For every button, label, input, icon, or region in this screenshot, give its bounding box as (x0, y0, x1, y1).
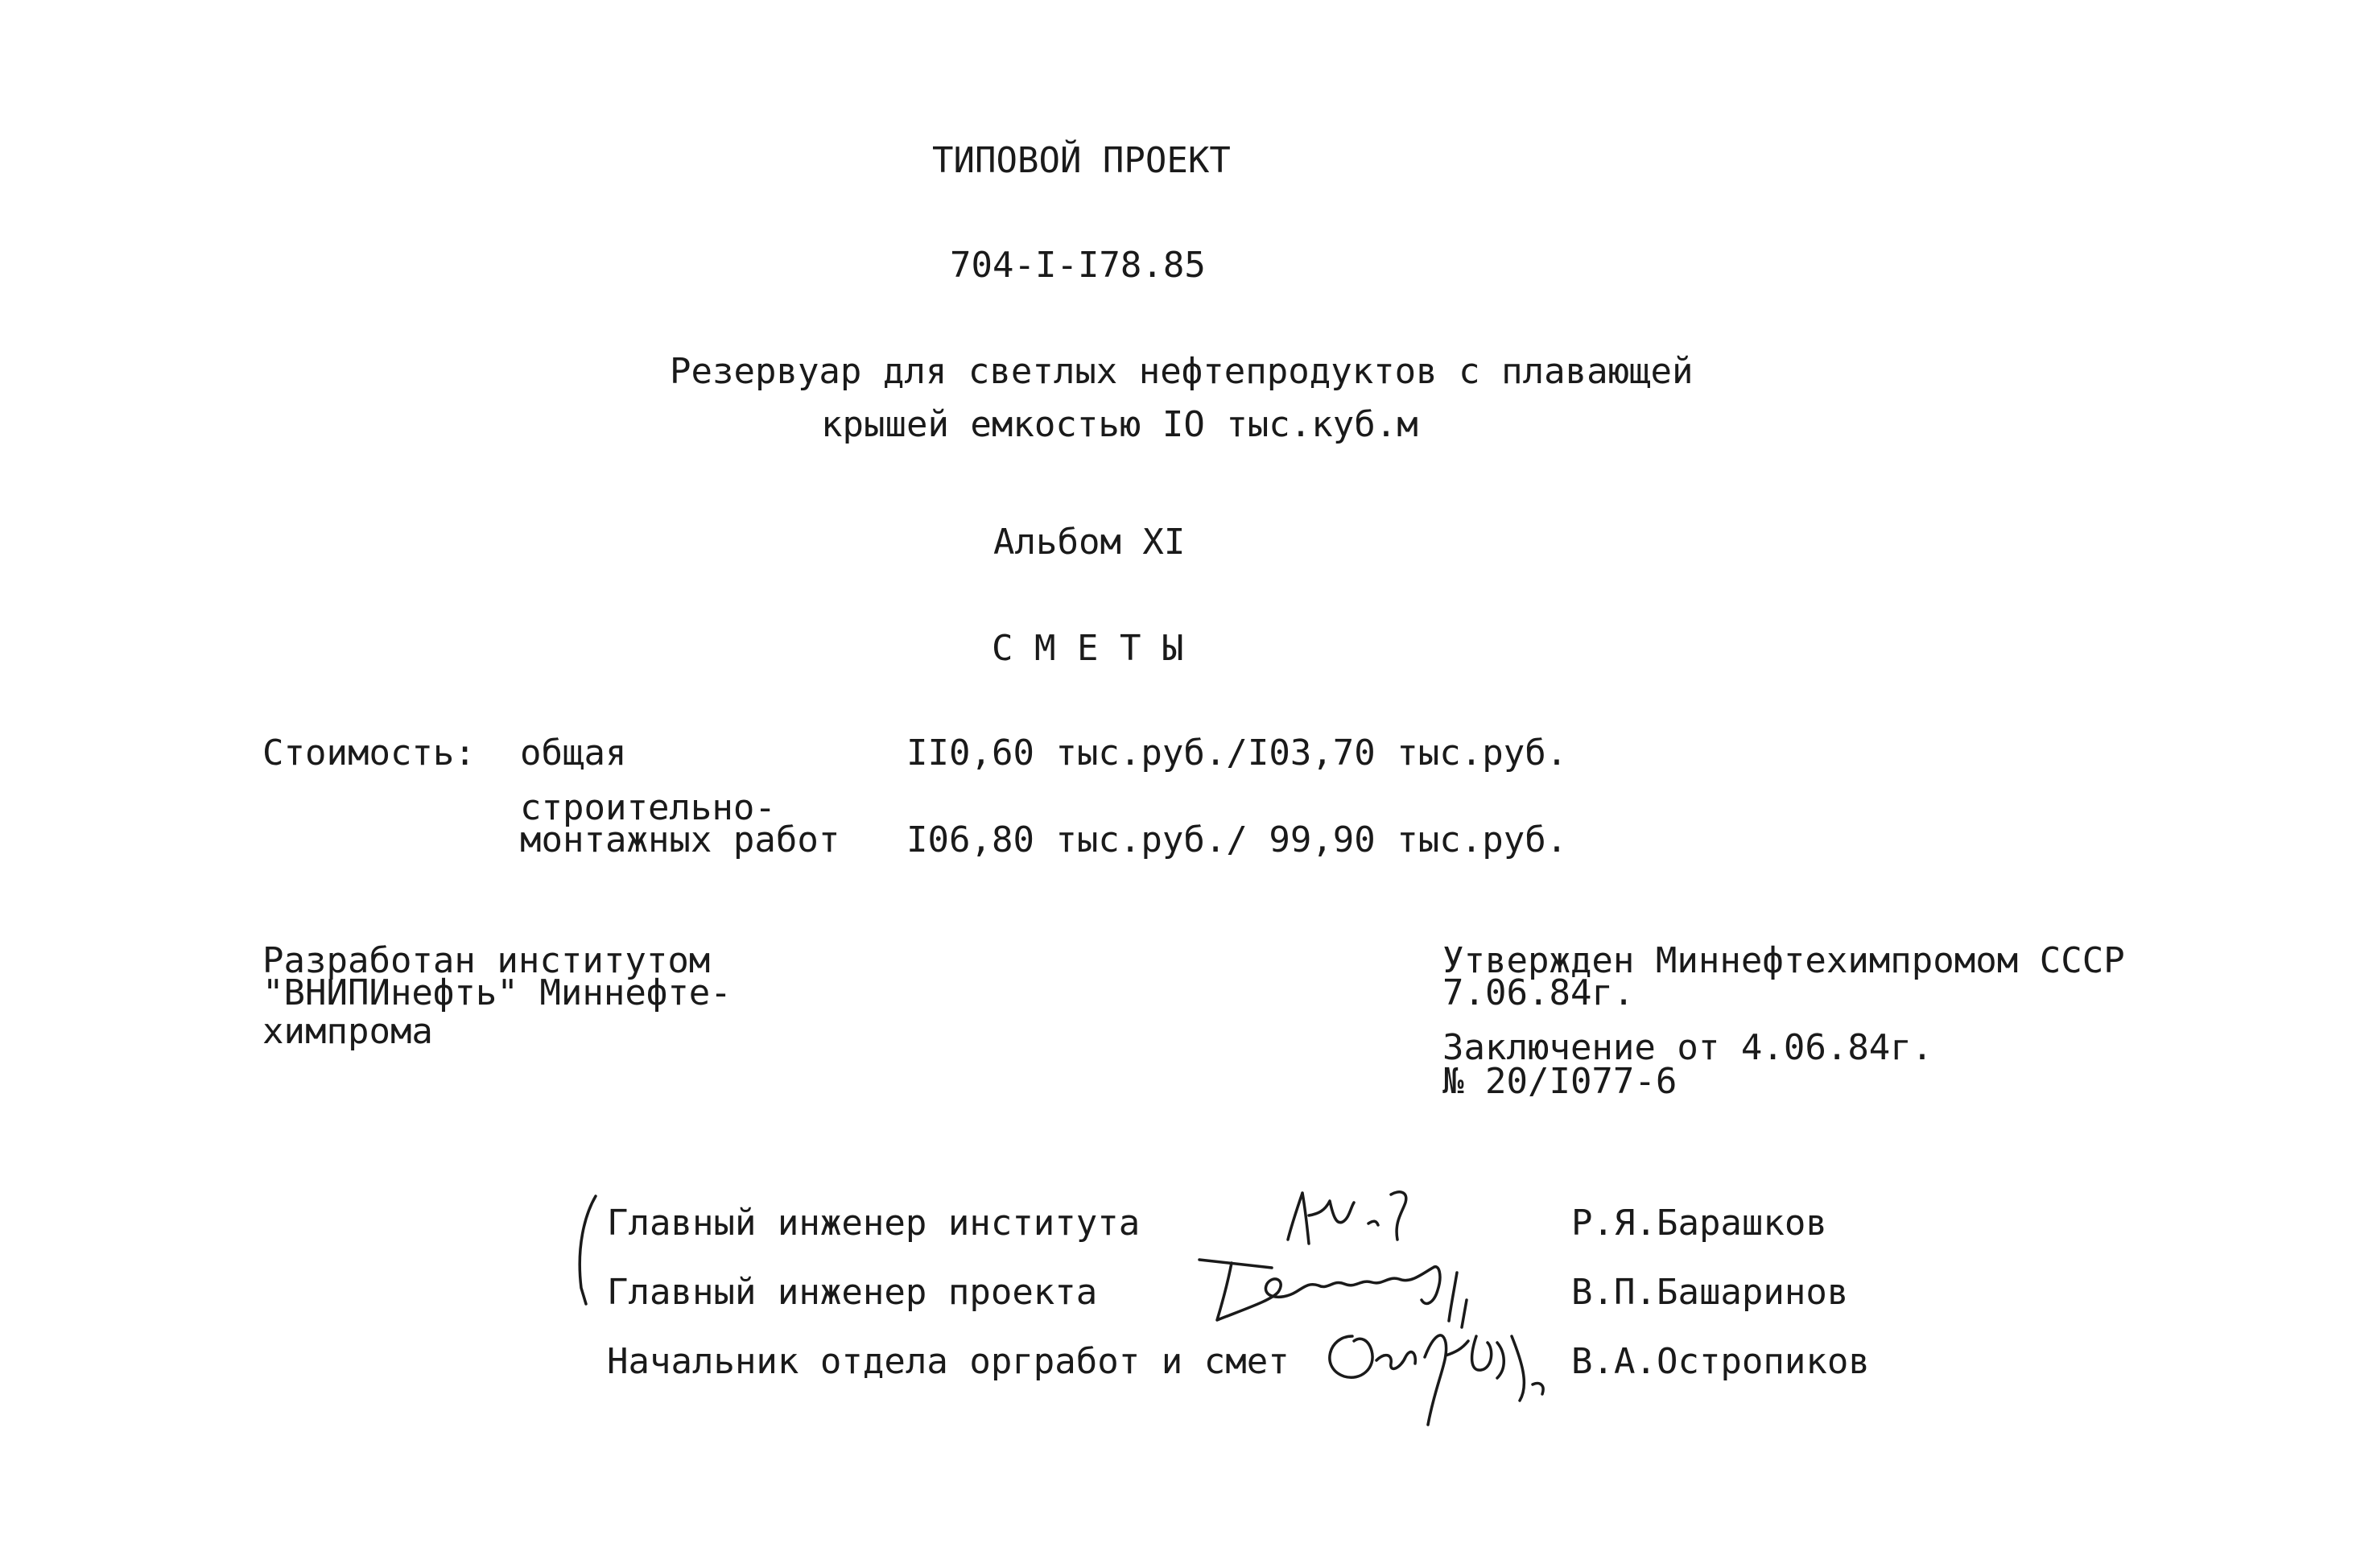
project-title-line-2: крышей емкостью IO тыс.куб.м (821, 404, 1418, 445)
signature-name-2: В.П.Башаринов (1571, 1272, 1849, 1313)
signature-name-1: Р.Я.Барашков (1571, 1203, 1827, 1244)
signature-position-2: Главный инженер проекта (607, 1272, 1098, 1313)
handwritten-signature-3 (1304, 1304, 1562, 1441)
developer-line-2: "ВНИПИнефть" Миннефте- (262, 972, 732, 1013)
document-type-title: ТИПОВОЙ ПРОЕКТ (932, 140, 1231, 181)
cost-label: Стоимость: (262, 732, 476, 774)
cost-construction-value: I06,80 тыс.руб./ 99,90 тыс.руб. (906, 819, 1568, 860)
project-title-line-1: Резервуар для светлых нефтепродуктов с плавающей (670, 351, 1694, 392)
developer-line-3: химпрома (262, 1011, 433, 1052)
approval-line-1: Утвержден Миннефтехимпромом СССР (1442, 940, 2125, 981)
cost-total-label: общая (520, 732, 627, 774)
section-title: С М Е Т Ы (992, 628, 1184, 669)
cost-construction-label-line-1: строительно- (520, 787, 776, 828)
cost-total-value: II0,60 тыс.руб./I03,70 тыс.руб. (906, 732, 1568, 774)
signature-position-3: Начальник отдела оргработ и смет (607, 1341, 1290, 1382)
signature-name-3: В.А.Остропиков (1571, 1341, 1870, 1382)
signature-position-1: Главный инженер института (607, 1203, 1141, 1244)
developer-line-1: Разработан институтом (262, 940, 711, 981)
approval-line-2: 7.06.84г. (1442, 972, 1635, 1013)
conclusion-line-1: Заключение от 4.06.84г. (1442, 1027, 1933, 1068)
project-number: 704-I-I78.85 (950, 245, 1206, 286)
conclusion-line-2: № 20/I077-6 (1442, 1061, 1678, 1102)
album-title: Альбом XI (993, 522, 1186, 563)
margin-bracket-mark (570, 1191, 602, 1312)
cost-construction-label-line-2: монтажных работ (520, 819, 840, 860)
